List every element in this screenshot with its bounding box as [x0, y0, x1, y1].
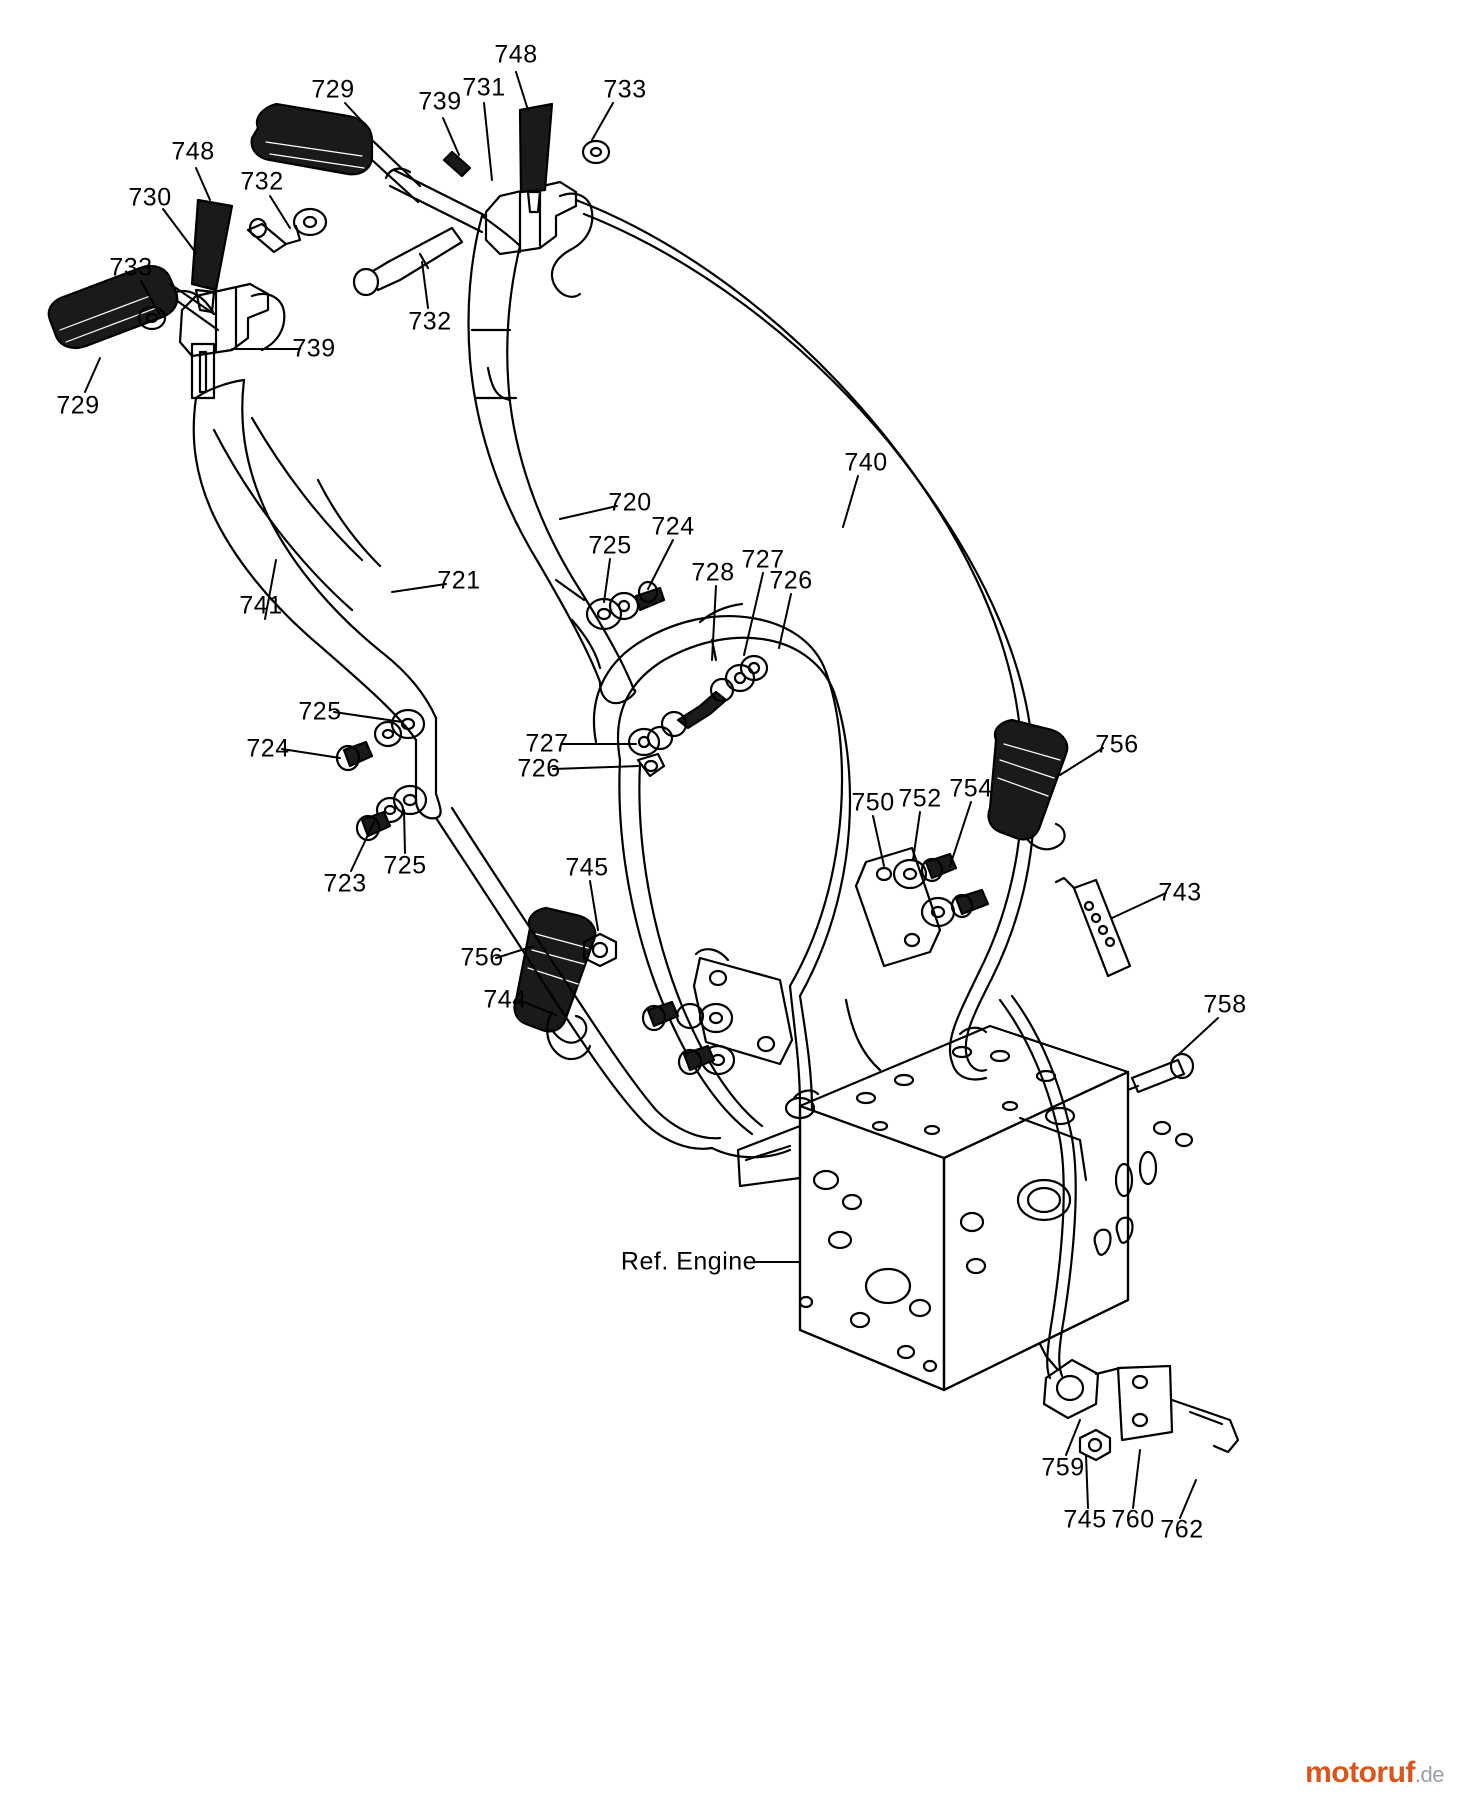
- lower-left-bracket: [643, 949, 792, 1074]
- cable-end-743: [1056, 878, 1130, 976]
- part-callout-750: 750: [851, 788, 895, 817]
- part-callout-721: 721: [437, 566, 481, 595]
- leader-line: [351, 822, 374, 871]
- part-callout-752: 752: [898, 784, 942, 813]
- leader-line: [592, 103, 613, 140]
- upper-lever-748: [520, 104, 552, 212]
- part-callout-740: 740: [844, 448, 888, 477]
- part-callout-739: 739: [292, 334, 336, 363]
- bolt-732-lower: [354, 228, 462, 295]
- part-callout-748: 748: [171, 137, 215, 166]
- fastener-group-726-727: [629, 727, 672, 776]
- control-bail: [594, 604, 850, 996]
- part-callout-726: 726: [769, 566, 813, 595]
- part-callout-725: 725: [588, 531, 632, 560]
- part-callout-720: 720: [608, 488, 652, 517]
- leader-line: [1066, 1420, 1080, 1455]
- bolt-758: [1128, 1054, 1193, 1092]
- fastener-group-752-754: [894, 854, 988, 926]
- part-callout-728: 728: [691, 558, 735, 587]
- cable-center: [619, 760, 762, 1134]
- part-callout-732: 732: [408, 307, 452, 336]
- part-callout-760: 760: [1111, 1505, 1155, 1534]
- part-callout-724: 724: [651, 512, 695, 541]
- upper-handle-grip: [252, 104, 486, 232]
- leader-line: [1178, 1018, 1218, 1055]
- part-callout-756: 756: [460, 943, 504, 972]
- leader-line: [85, 358, 100, 392]
- part-callout-731: 731: [462, 73, 506, 102]
- part-callout-730: 730: [128, 183, 172, 212]
- leader-line: [913, 812, 920, 860]
- part-callout-732: 732: [240, 167, 284, 196]
- leader-line: [443, 118, 459, 155]
- leader-line: [196, 168, 210, 200]
- leader-line: [1086, 1455, 1088, 1508]
- part-callout-745: 745: [1063, 1505, 1107, 1534]
- leader-line: [1133, 1450, 1140, 1508]
- watermark: [1305, 1756, 1444, 1790]
- part-callout-727: 727: [525, 729, 569, 758]
- part-callout-726: 726: [517, 754, 561, 783]
- leader-line: [484, 103, 492, 180]
- part-callout-727: 727: [741, 545, 785, 574]
- leader-line: [553, 766, 638, 769]
- part-callout-758: 758: [1203, 990, 1247, 1019]
- part-callout-729: 729: [56, 391, 100, 420]
- leader-line: [604, 559, 610, 602]
- leader-line: [334, 712, 402, 722]
- part-callout-756: 756: [1095, 730, 1139, 759]
- part-callout-759: 759: [1041, 1453, 1085, 1482]
- leader-line: [843, 476, 858, 527]
- cable-lower-right: [1000, 996, 1076, 1378]
- leader-line: [404, 810, 405, 853]
- fastener-group-728: [662, 656, 767, 736]
- upper-washer-733: [583, 141, 609, 163]
- part-callout-744: 744: [483, 985, 527, 1014]
- leader-line: [950, 802, 971, 866]
- leader-line: [744, 573, 763, 655]
- leader-line: [648, 540, 673, 589]
- part-callout-739: 739: [418, 87, 462, 116]
- watermark-main: motoruf: [1305, 1756, 1415, 1789]
- part-callout-762: 762: [1160, 1515, 1204, 1544]
- leader-line: [270, 196, 290, 228]
- leader-line: [779, 594, 791, 648]
- left-handle-tube-741: [194, 380, 441, 818]
- part-callout-748: 748: [494, 40, 538, 69]
- part-callout-725: 725: [383, 851, 427, 880]
- part-callout-733: 733: [603, 75, 647, 104]
- upper-pin-739: [444, 152, 470, 176]
- leader-line: [163, 209, 196, 253]
- leader-line: [422, 262, 428, 308]
- lower-right-assembly: [1040, 1344, 1238, 1460]
- part-callout-754: 754: [949, 774, 993, 803]
- spring-756-left: [514, 908, 595, 1043]
- part-callout-725: 725: [298, 697, 342, 726]
- leader-line: [516, 72, 528, 110]
- spring-756-right: [988, 720, 1067, 849]
- part-callout-724: 724: [246, 734, 290, 763]
- part-callout-745: 745: [565, 853, 609, 882]
- fastener-group-left: [337, 710, 426, 840]
- part-callout-729: 729: [311, 75, 355, 104]
- engine-base-plate: [738, 1026, 1192, 1390]
- leader-line: [1180, 1480, 1196, 1518]
- center-handle-tube-720: [469, 216, 636, 703]
- part-callout-741: 741: [239, 591, 283, 620]
- watermark-suffix: .de: [1414, 1762, 1444, 1787]
- reference-label: Ref. Engine: [620, 1247, 758, 1276]
- bolt-732-upper: [248, 209, 326, 252]
- part-callout-723: 723: [323, 869, 367, 898]
- part-callout-743: 743: [1158, 878, 1202, 907]
- part-callout-733: 733: [109, 253, 153, 282]
- leader-line: [282, 749, 340, 758]
